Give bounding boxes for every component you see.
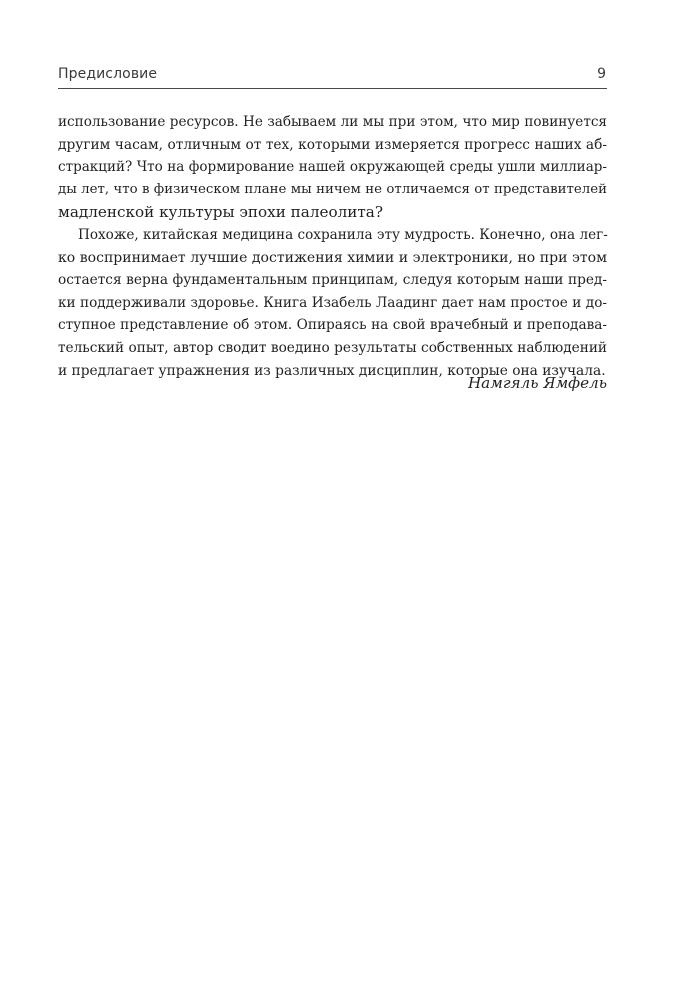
paragraph-1	[58, 111, 607, 224]
author-signature: Намгяль Ямфель	[467, 374, 607, 392]
text-line: тельский опыт, автор сводит воедино результаты собственных наблюдений	[58, 339, 607, 356]
paragraph-2	[58, 224, 607, 382]
text-line: ды лет, что в физическом плане мы ничем не отличаемся от представителей	[58, 181, 607, 197]
text-line: ки поддерживали здоровье. Книга Изабель Лаадинг дает нам простое и до-	[58, 294, 607, 311]
text-line: мадленской культуры эпохи палеолита?	[58, 203, 384, 222]
text-line: Похоже, китайская медицина сохранила эту мудрость. Конечно, она лег-	[78, 226, 608, 243]
body-text	[58, 111, 607, 382]
header-divider	[58, 88, 607, 89]
text-line: ступное представление об этом. Опираясь на свой врачебный и преподава-	[58, 317, 607, 334]
text-line: остается верна фундаментальным принципам, следуя которым наши пред-	[58, 272, 607, 289]
text-line: другим часам, отличным от тех, которыми измеряется прогресс наших аб-	[58, 136, 607, 153]
running-header-title: Предисловие	[58, 66, 158, 82]
text-line: ко воспринимает лучшие достижения химии и электроники, но при этом	[58, 249, 607, 266]
page-number: 9	[597, 66, 606, 82]
text-line: стракций? Что на формирование нашей окружающей среды ушли миллиар-	[58, 159, 607, 176]
running-header	[58, 66, 607, 86]
text-line: использование ресурсов. Не забываем ли мы при этом, что мир повинуется	[58, 114, 607, 130]
text-line: и предлагает упражнения из различных дисциплин, которые она изучала.	[58, 362, 606, 379]
